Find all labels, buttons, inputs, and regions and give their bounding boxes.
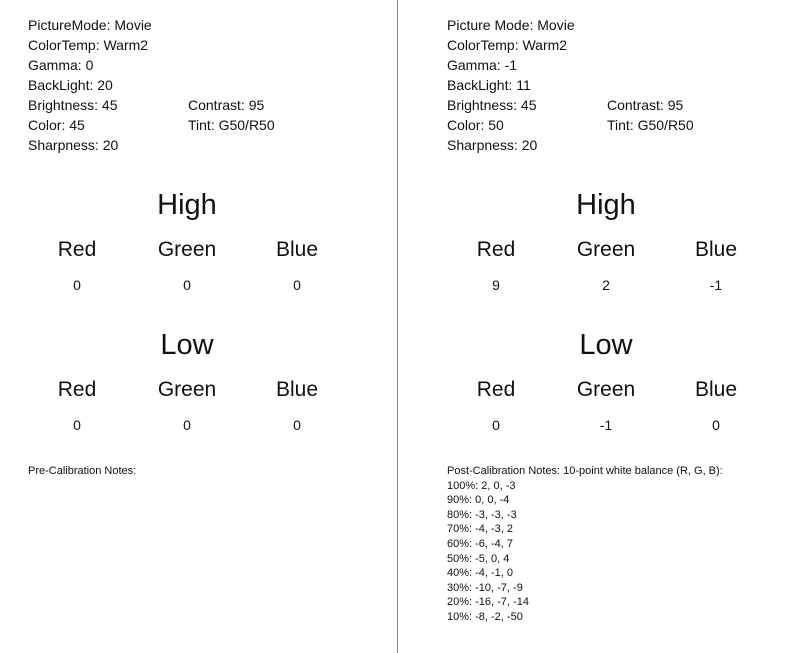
pre-notes (28, 464, 136, 479)
sharpness: Sharpness: 20 (447, 137, 538, 153)
tint: Tint: G50/R50 (607, 117, 694, 133)
low-title: Low (579, 329, 633, 361)
low-blue-value: 0 (712, 417, 720, 433)
pre-settings (28, 15, 275, 155)
high-green-value: 2 (602, 277, 610, 293)
gamma: Gamma: 0 (28, 57, 94, 73)
low-blue-label: Blue (694, 378, 738, 401)
notes-line: 100%: 2, 0, -3 (447, 479, 516, 492)
notes-line: 30%: -10, -7, -9 (447, 581, 523, 594)
high-green-label: Green (576, 238, 636, 261)
backlight: BackLight: 11 (447, 77, 531, 93)
high-blue-label: Blue (694, 238, 738, 261)
color: Color: 50 (447, 117, 504, 133)
page-divider (397, 0, 398, 653)
contrast: Contrast: 95 (607, 97, 684, 113)
high-red-value: 0 (73, 277, 81, 293)
high-red-label: Red (476, 238, 516, 261)
notes-line: 40%: -4, -1, 0 (447, 567, 514, 580)
high-title: High (576, 189, 636, 221)
notes-title: Pre-Calibration Notes: (28, 465, 137, 477)
low-red-label: Red (57, 378, 97, 401)
low-green-label: Green (157, 378, 217, 401)
high-title: High (157, 189, 217, 221)
post-calibration-panel (419, 0, 792, 653)
sharpness: Sharpness: 20 (28, 137, 119, 153)
color-temp: ColorTemp: Warm2 (447, 37, 568, 53)
low-green-value: 0 (183, 417, 191, 433)
post-notes (447, 464, 723, 625)
notes-line: 80%: -3, -3, -3 (447, 508, 517, 521)
color-temp: ColorTemp: Warm2 (28, 37, 149, 53)
high-blue-value: 0 (293, 277, 301, 293)
post-settings (447, 15, 694, 155)
notes-line: 70%: -4, -3, 2 (447, 523, 514, 536)
color: Color: 45 (28, 117, 85, 133)
high-blue-value: -1 (709, 277, 723, 293)
notes-line: 20%: -16, -7, -14 (447, 596, 529, 609)
notes-line: 50%: -5, 0, 4 (447, 552, 510, 565)
high-red-label: Red (57, 238, 97, 261)
brightness: Brightness: 45 (447, 97, 537, 113)
low-green-label: Green (576, 378, 636, 401)
low-blue-value: 0 (293, 417, 301, 433)
tint: Tint: G50/R50 (188, 117, 275, 133)
notes-line: 10%: -8, -2, -50 (447, 610, 523, 623)
low-blue-label: Blue (275, 378, 319, 401)
low-red-value: 0 (73, 417, 81, 433)
picture-mode: Picture Mode: Movie (447, 17, 575, 33)
gamma: Gamma: -1 (447, 57, 518, 73)
high-green-value: 0 (183, 277, 191, 293)
low-green-value: -1 (599, 417, 613, 433)
high-blue-label: Blue (275, 238, 319, 261)
low-title: Low (160, 329, 214, 361)
notes-line: 60%: -6, -4, 7 (447, 537, 514, 550)
low-red-label: Red (476, 378, 516, 401)
contrast: Contrast: 95 (188, 97, 265, 113)
notes-line: 90%: 0, 0, -4 (447, 494, 510, 507)
picture-mode: PictureMode: Movie (28, 17, 152, 33)
low-red-value: 0 (492, 417, 500, 433)
brightness: Brightness: 45 (28, 97, 118, 113)
notes-title: Post-Calibration Notes: 10-point white balance (R, G, B): (447, 465, 723, 477)
backlight: BackLight: 20 (28, 77, 113, 93)
high-red-value: 9 (492, 277, 500, 293)
high-green-label: Green (157, 238, 217, 261)
